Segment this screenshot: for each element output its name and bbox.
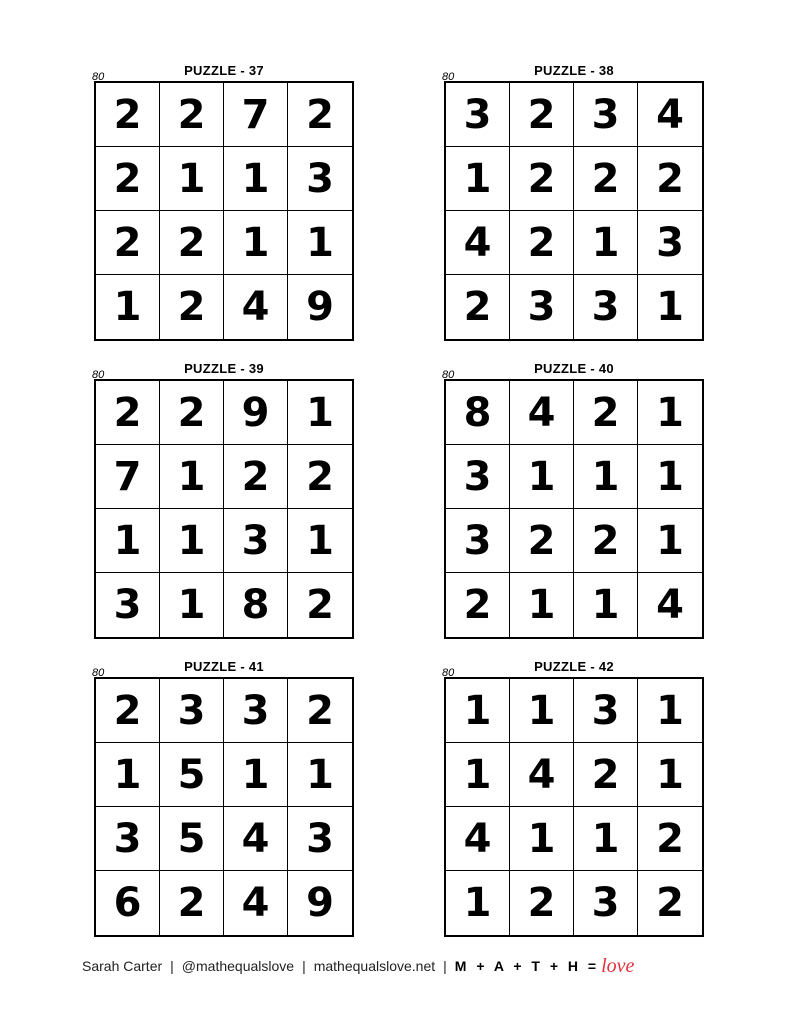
grid-cell: 4 xyxy=(224,275,288,339)
footer-separator: | xyxy=(443,958,447,974)
footer-handle: @mathequalslove xyxy=(181,958,295,974)
grid-cell: 1 xyxy=(446,871,510,935)
grid-cell: 2 xyxy=(160,211,224,275)
puzzle-target-number: 80 xyxy=(442,369,455,381)
grid-cell: 1 xyxy=(446,147,510,211)
grid-cell: 1 xyxy=(288,381,352,445)
grid-cell: 2 xyxy=(160,871,224,935)
grid-cell: 1 xyxy=(224,147,288,211)
grid-cell: 2 xyxy=(96,679,160,743)
grid-cell: 2 xyxy=(160,83,224,147)
grid-cell: 2 xyxy=(574,743,638,807)
grid-cell: 4 xyxy=(446,211,510,275)
grid-cell: 2 xyxy=(574,381,638,445)
grid-cell: 7 xyxy=(224,83,288,147)
grid-cell: 5 xyxy=(160,807,224,871)
grid-cell: 4 xyxy=(638,83,702,147)
grid-cell: 2 xyxy=(96,381,160,445)
grid-cell: 1 xyxy=(96,275,160,339)
grid-cell: 1 xyxy=(638,679,702,743)
grid-cell: 2 xyxy=(306,582,334,628)
grid-cell: 1 xyxy=(574,211,638,275)
grid-cell: 1 xyxy=(288,211,352,275)
grid-cell: 2 xyxy=(288,445,352,509)
grid-cell: 2 xyxy=(638,147,702,211)
grid-cell: 3 xyxy=(224,509,288,573)
footer-separator: | xyxy=(302,958,306,974)
puzzle-grid xyxy=(444,81,704,341)
footer-brand-equation: M + A + T + H = xyxy=(454,958,600,974)
grid-cell: 1 xyxy=(96,509,160,573)
grid-cell: 2 xyxy=(638,807,702,871)
grid-cell: 3 xyxy=(510,275,574,339)
grid-cell: 2 xyxy=(510,83,574,147)
grid-cell: 1 xyxy=(510,573,574,637)
grid-cell: 2 xyxy=(96,147,160,211)
grid-cell: 2 xyxy=(160,381,224,445)
puzzle-grid xyxy=(94,677,354,937)
grid-cell: 3 xyxy=(574,679,638,743)
puzzle-grid xyxy=(94,81,354,341)
puzzle-target-number: 80 xyxy=(92,369,105,381)
grid-cell: 3 xyxy=(96,807,160,871)
footer xyxy=(82,955,634,977)
grid-cell: 1 xyxy=(510,679,574,743)
grid-cell: 1 xyxy=(224,211,288,275)
grid-cell: 2 xyxy=(510,211,574,275)
grid-cell: 1 xyxy=(160,573,224,637)
grid-cell: 2 xyxy=(224,445,288,509)
grid-cell: 1 xyxy=(638,381,702,445)
puzzle-title: PUZZLE - 41 xyxy=(184,659,264,674)
grid-cell: 2 xyxy=(96,211,160,275)
grid-cell: 2 xyxy=(288,83,352,147)
grid-cell: 3 xyxy=(574,83,638,147)
grid-cell: 8 xyxy=(446,381,510,445)
grid-cell: 9 xyxy=(306,880,334,926)
grid-cell: 2 xyxy=(574,509,638,573)
grid-cell: 7 xyxy=(96,445,160,509)
grid-cell: 1 xyxy=(574,573,638,637)
grid-cell: 3 xyxy=(96,573,160,637)
grid-cell: 1 xyxy=(160,509,224,573)
puzzle-target-number: 80 xyxy=(92,667,105,679)
grid-cell: 2 xyxy=(574,147,638,211)
puzzle-grid xyxy=(444,677,704,937)
grid-cell: 3 xyxy=(446,509,510,573)
footer-website: mathequalslove.net xyxy=(313,958,436,974)
grid-cell: 3 xyxy=(288,147,352,211)
grid-cell: 2 xyxy=(510,509,574,573)
grid-cell: 2 xyxy=(288,679,352,743)
grid-cell: 4 xyxy=(224,871,288,935)
grid-cell: 3 xyxy=(574,275,638,339)
grid-cell: 2 xyxy=(96,83,160,147)
puzzle-grid xyxy=(444,379,704,639)
grid-cell: 2 xyxy=(510,871,574,935)
grid-cell: 3 xyxy=(446,445,510,509)
grid-cell: 3 xyxy=(446,83,510,147)
grid-cell: 1 xyxy=(288,509,352,573)
grid-cell: 3 xyxy=(288,807,352,871)
grid-cell: 1 xyxy=(656,284,684,330)
puzzle-grid xyxy=(94,379,354,639)
grid-cell: 1 xyxy=(510,445,574,509)
grid-cell: 4 xyxy=(656,582,684,628)
grid-cell: 2 xyxy=(656,880,684,926)
grid-cell: 2 xyxy=(510,147,574,211)
puzzle-title: PUZZLE - 40 xyxy=(534,361,614,376)
grid-cell: 1 xyxy=(96,743,160,807)
grid-cell: 6 xyxy=(96,871,160,935)
puzzle-title: PUZZLE - 38 xyxy=(534,63,614,78)
grid-cell: 1 xyxy=(638,445,702,509)
puzzle-title: PUZZLE - 42 xyxy=(534,659,614,674)
grid-cell: 2 xyxy=(446,573,510,637)
grid-cell: 3 xyxy=(574,871,638,935)
grid-cell: 5 xyxy=(160,743,224,807)
footer-author: Sarah Carter xyxy=(82,958,163,974)
grid-cell: 4 xyxy=(446,807,510,871)
grid-cell: 4 xyxy=(510,381,574,445)
grid-cell: 2 xyxy=(160,275,224,339)
grid-cell: 1 xyxy=(224,743,288,807)
puzzle-target-number: 80 xyxy=(442,667,455,679)
grid-cell: 2 xyxy=(446,275,510,339)
grid-cell: 1 xyxy=(638,743,702,807)
grid-cell: 1 xyxy=(574,445,638,509)
grid-cell: 4 xyxy=(224,807,288,871)
grid-cell: 9 xyxy=(224,381,288,445)
puzzle-target-number: 80 xyxy=(92,71,105,83)
grid-cell: 1 xyxy=(288,743,352,807)
puzzle-title: PUZZLE - 39 xyxy=(184,361,264,376)
grid-cell: 1 xyxy=(160,147,224,211)
grid-cell: 1 xyxy=(510,807,574,871)
grid-cell: 1 xyxy=(446,743,510,807)
grid-cell: 8 xyxy=(224,573,288,637)
grid-cell: 1 xyxy=(160,445,224,509)
puzzle-target-number: 80 xyxy=(442,71,455,83)
grid-cell: 1 xyxy=(446,679,510,743)
grid-cell: 3 xyxy=(638,211,702,275)
puzzle-title: PUZZLE - 37 xyxy=(184,63,264,78)
grid-cell: 3 xyxy=(160,679,224,743)
grid-cell: 9 xyxy=(306,284,334,330)
grid-cell: 3 xyxy=(224,679,288,743)
grid-cell: 1 xyxy=(574,807,638,871)
footer-brand-love-logo: love xyxy=(601,954,635,977)
footer-separator: | xyxy=(170,958,174,974)
grid-cell: 4 xyxy=(510,743,574,807)
grid-cell: 1 xyxy=(638,509,702,573)
